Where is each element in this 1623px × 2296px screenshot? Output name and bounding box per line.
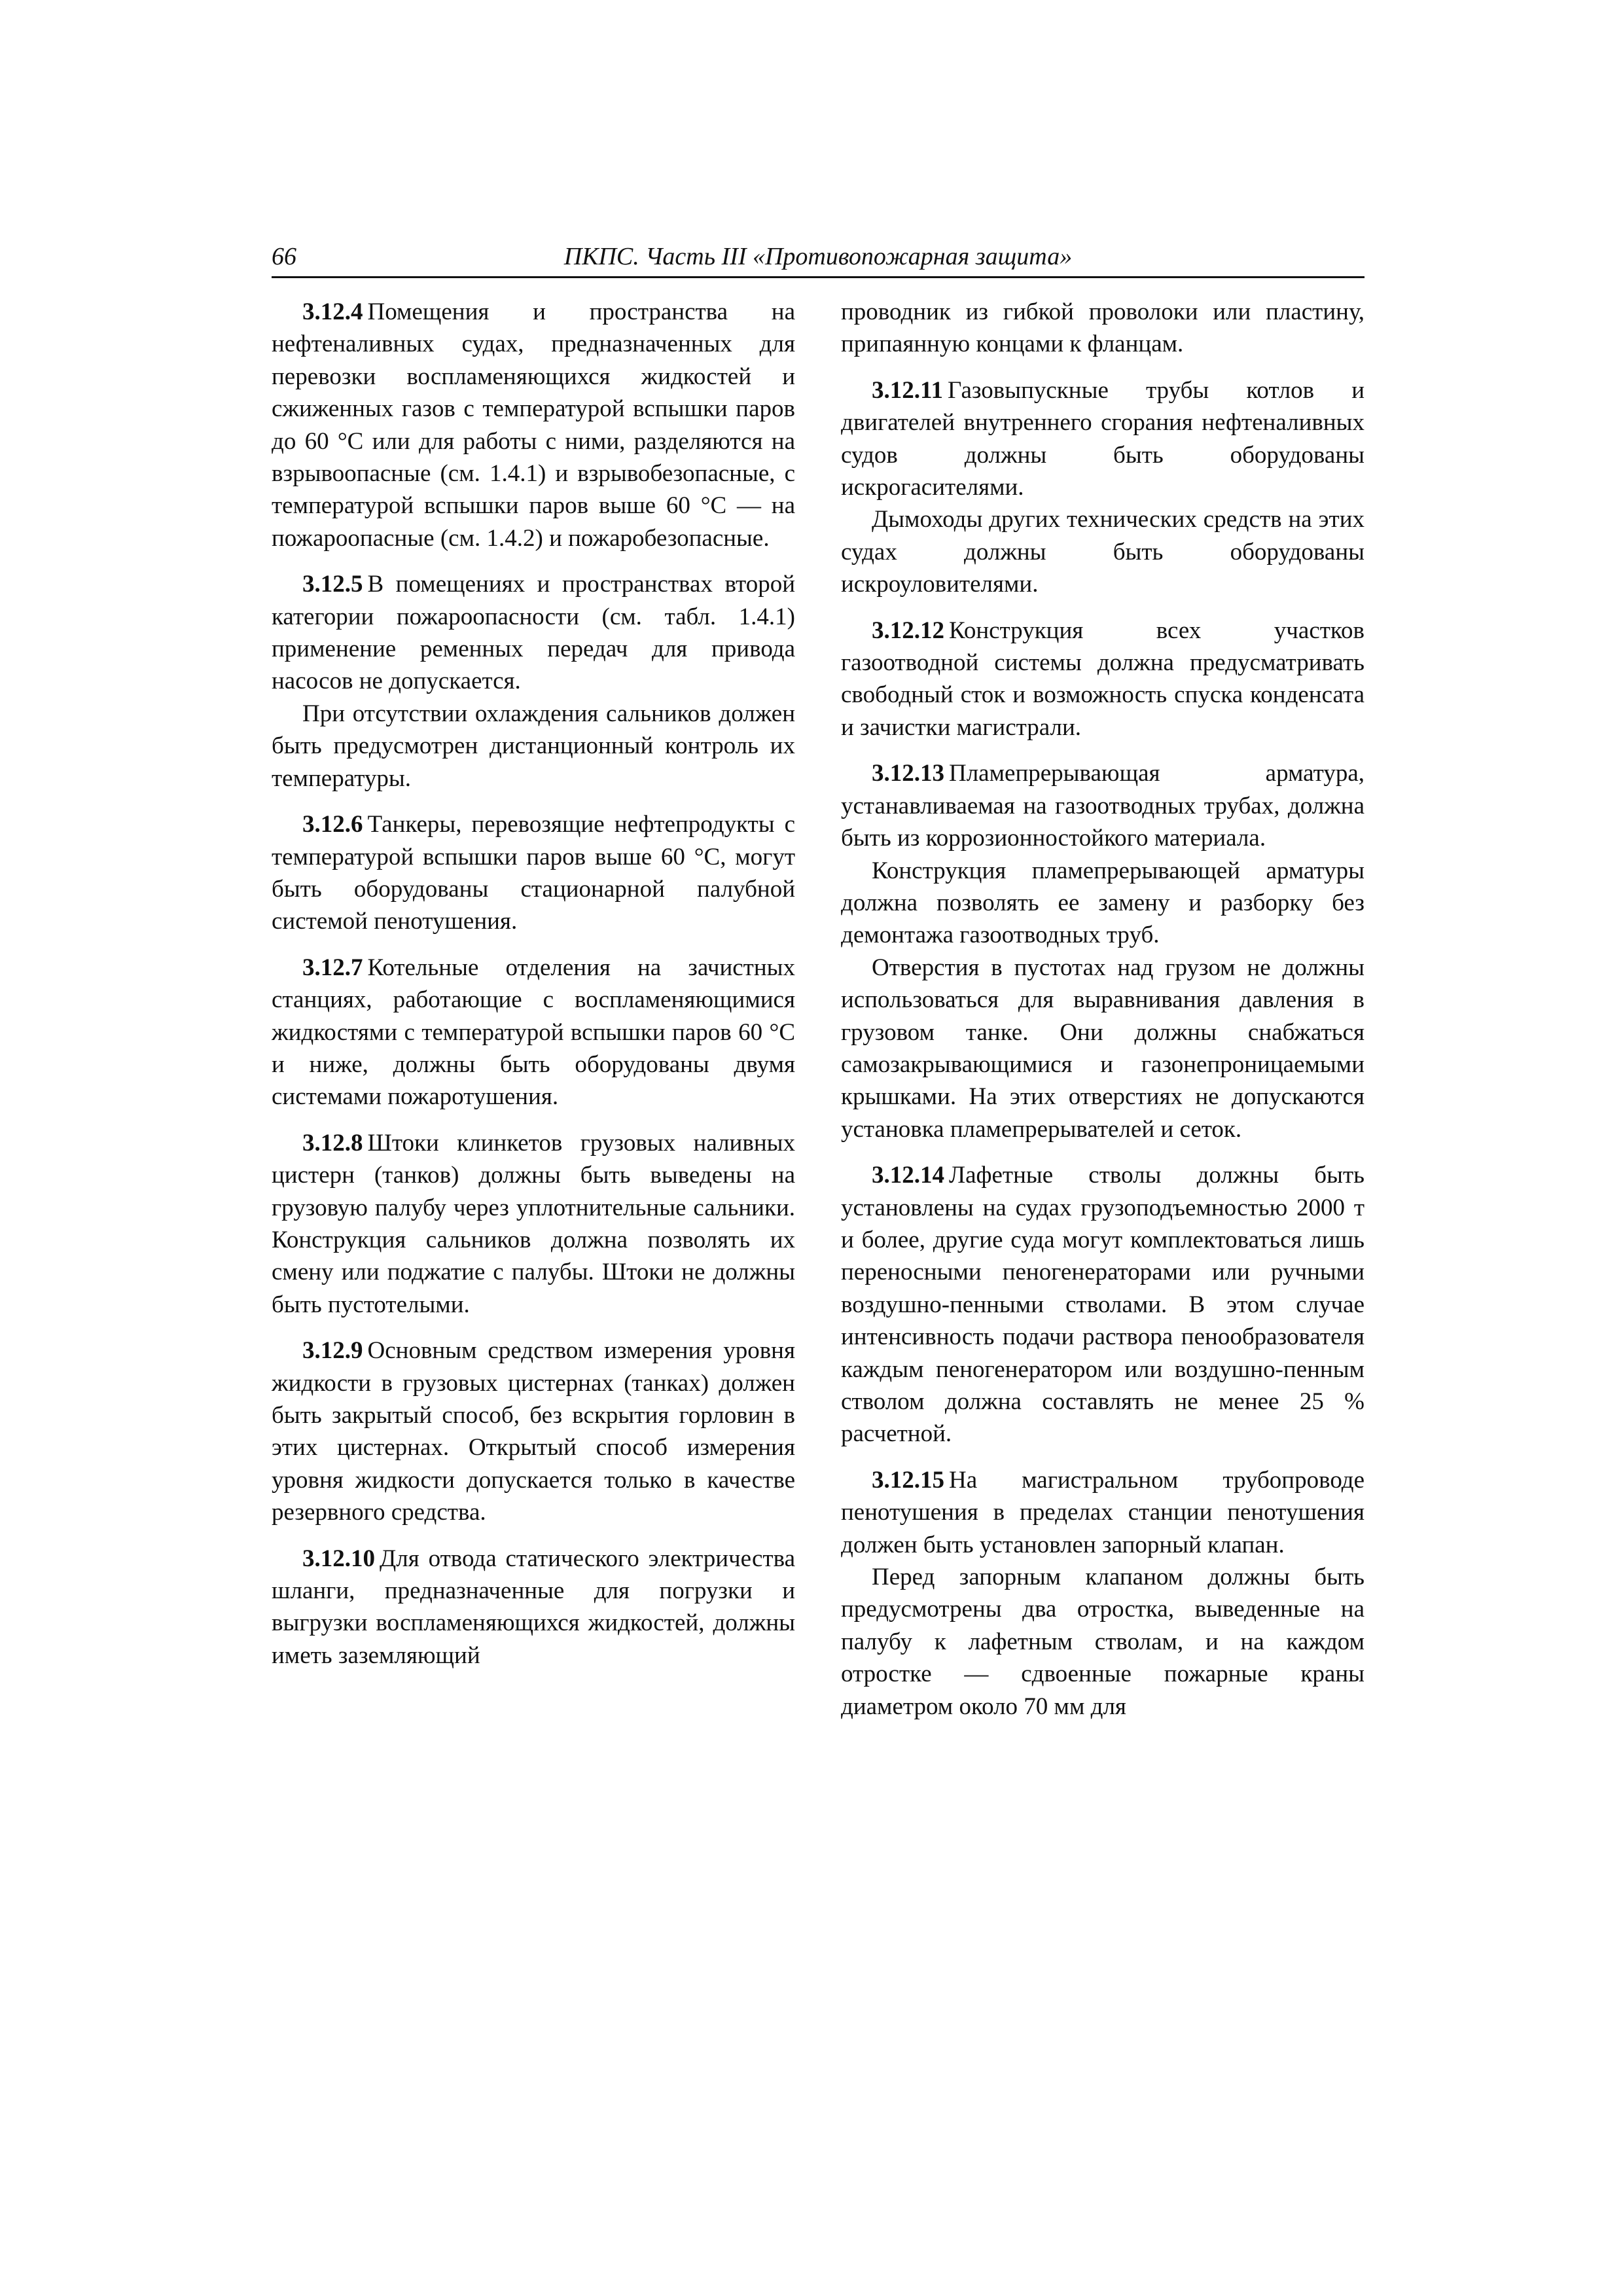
clause-text: На магистральном трубопроводе пенотушения в пределах станции пенотушения должен быть установлен запорный клапан. [841, 1466, 1364, 1558]
clause-3-12-5 [272, 568, 795, 698]
paragraph-text: Дымоходы других технических средств на этих судах должны быть оборудованы искроуловителями. [841, 506, 1364, 598]
paragraph [841, 855, 1364, 952]
clause-number: 3.12.15 [872, 1466, 944, 1494]
clause-text: Лафетные стволы должны быть установлены на судах грузоподъемностью 2000 т и более, другие суда могут комплектоваться лишь переносными пеногенераторами или ручными воздушно-пенными стволами. В этом случае интенсивность подачи раствора пенообразователя каждым пеногенератором или воздушно-пенным стволом должна составлять не менее 25 % расчетной. [841, 1162, 1364, 1448]
clause-number: 3.12.8 [302, 1129, 363, 1157]
clause-3-12-8 [272, 1127, 795, 1321]
clause-number: 3.12.14 [872, 1162, 944, 1189]
clause-text: Конструкция всех участков газоотводной системы должна предусматривать свободный сток и возможность спуска конденсата и зачистки магистрали. [841, 617, 1364, 741]
clause-text: Штоки клинкетов грузовых наливных цистерн (танков) должны быть выведены на грузовую палубу через уплотнительные сальники. Конструкция сальников должна позволять их смену или поджатие с палубы. Штоки не должны быть пустотелыми. [272, 1129, 795, 1318]
clause-text: Танкеры, перевозящие нефтепродукты с температурой вспышки паров выше 60 °С, могут быть оборудованы стационарной палубной системой пенотушения. [272, 811, 795, 935]
right-column [841, 296, 1364, 1723]
clause-text: Пламепрерывающая арматура, устанавливаемая на газоотводных трубах, должна быть из коррозионностойкого материала. [841, 760, 1364, 852]
paragraph-text: Конструкция пламепрерывающей арматуры должна позволять ее замену и разборку без демонтажа газоотводных труб. [841, 857, 1364, 949]
clause-number: 3.12.11 [872, 376, 943, 404]
paragraph-continued [841, 296, 1364, 361]
clause-3-12-15 [841, 1464, 1364, 1561]
paragraph-text: Перед запорным клапаном должны быть предусмотрены два отростка, выведенные на палубу к лафетным стволам, и на каждом отростке — сдвоенные пожарные краны диаметром около 70 мм для [841, 1564, 1364, 1720]
paragraph-text: проводник из гибкой проволоки или пластину, припаянную концами к фланцам. [841, 298, 1364, 358]
paragraph [841, 503, 1364, 600]
clause-3-12-10 [272, 1543, 795, 1672]
clause-text: В помещениях и пространствах второй категории пожароопасности (см. табл. 1.4.1) применение ременных передач для привода насосов не допускается. [272, 571, 795, 695]
clause-number: 3.12.13 [872, 760, 944, 787]
clause-text: Котельные отделения на зачистных станциях, работающие с воспламеняющимися жидкостями с температурой вспышки паров 60 °С и ниже, должны быть оборудованы двумя системами пожаротушения. [272, 954, 795, 1111]
clause-3-12-9 [272, 1335, 795, 1528]
paragraph [841, 952, 1364, 1145]
clause-number: 3.12.6 [302, 811, 363, 838]
clause-3-12-7 [272, 952, 795, 1113]
clause-number: 3.12.9 [302, 1337, 363, 1365]
clause-number: 3.12.7 [302, 954, 363, 981]
clause-number: 3.12.5 [302, 571, 363, 598]
clause-text: Основным средством измерения уровня жидкости в грузовых цистернах (танках) должен быть закрытый способ, без вскрытия горловин в этих цистернах. Открытый способ измерения уровня жидкости допускается только в качестве резервного средства. [272, 1337, 795, 1526]
clause-3-12-14 [841, 1159, 1364, 1450]
clause-number: 3.12.12 [872, 617, 944, 644]
page-number: 66 [272, 243, 296, 270]
paragraph-text: При отсутствии охлаждения сальников должен быть предусмотрен дистанционный контроль их температуры. [272, 700, 795, 792]
paragraph [841, 1561, 1364, 1723]
clause-text: Для отвода статического электричества шланги, предназначенные для погрузки и выгрузки воспламеняющихся жидкостей, должны иметь заземляющий [272, 1545, 795, 1669]
clause-number: 3.12.10 [302, 1545, 375, 1572]
clause-text: Газовыпускные трубы котлов и двигателей внутреннего сгорания нефтеналивных судов должны быть оборудованы искрогасителями. [841, 376, 1364, 501]
clause-3-12-4 [272, 296, 795, 554]
clause-text: Помещения и пространства на нефтеналивных судах, предназначенных для перевозки воспламеняющихся жидкостей и сжиженных газов с температурой вспышки паров до 60 °С или для работы с ними, разделяются на взрывоопасные (см. 1.4.1) и взрывобезопасные, с температурой вспышки паров выше 60 °С — на пожароопасные (см. 1.4.2) и пожаробезопасные. [272, 298, 795, 552]
clause-3-12-13 [841, 757, 1364, 854]
page-header [272, 240, 1364, 278]
clause-number: 3.12.4 [302, 298, 363, 325]
clause-3-12-12 [841, 615, 1364, 744]
left-column [272, 296, 795, 1672]
paragraph [272, 698, 795, 795]
paragraph-text: Отверстия в пустотах над грузом не должны использоваться для выравнивания давления в грузовом танке. Они должны снабжаться самозакрывающимися и газонепроницаемыми крышками. На этих отверстиях не допускаются установка пламепрерывателей и сеток. [841, 954, 1364, 1143]
running-title: ПКПС. Часть III «Противопожарная защита» [563, 243, 1073, 270]
clause-3-12-6 [272, 808, 795, 938]
clause-3-12-11 [841, 374, 1364, 504]
